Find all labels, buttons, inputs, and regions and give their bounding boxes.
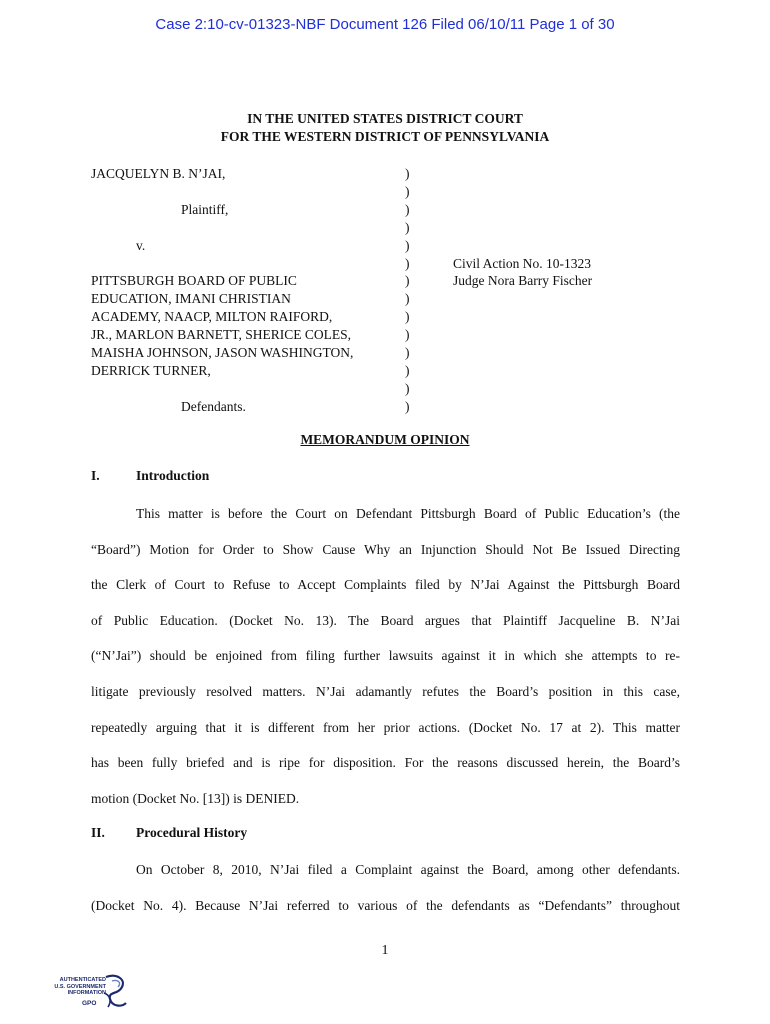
caption-parties xyxy=(91,165,391,415)
defendant-line: JR., MARLON BARNETT, SHERICE COLES, xyxy=(91,327,352,343)
paren: ) xyxy=(405,219,410,235)
text-line: motion (Docket No. [13]) is DENIED. xyxy=(91,790,300,806)
text-line: On October 8, 2010, N’Jai filed a Complaint against the Board, among other defendants. xyxy=(136,862,680,877)
section-number: I. xyxy=(91,468,100,483)
paren: ) xyxy=(405,327,410,343)
paren: ) xyxy=(405,183,410,199)
defendant-line: PITTSBURGH BOARD OF PUBLIC xyxy=(91,273,297,289)
memorandum-title: MEMORANDUM OPINION xyxy=(300,432,470,447)
gpo-logo-text: AUTHENTICATED U.S. GOVERNMENT INFORMATION xyxy=(54,977,106,996)
paren: ) xyxy=(405,255,410,271)
gpo-authenticated-logo xyxy=(44,973,134,1015)
text-line: of Public Education. (Docket No. 13). The Board argues that Plaintiff Jacqueline B. N’Jai xyxy=(91,612,680,628)
text-line: (“N’Jai”) should be enjoined from filing further lawsuits against it in which she attempts to re- xyxy=(91,648,680,664)
paren: ) xyxy=(405,398,410,414)
text-line: This matter is before the Court on Defendant Pittsburgh Board of Public Education’s (the xyxy=(136,506,680,521)
civil-action-number: Civil Action No. 10-1323 xyxy=(453,255,591,271)
defendant-line: EDUCATION, IMANI CHRISTIAN xyxy=(91,291,291,307)
text-line: the Clerk of Court to Refuse to Accept Complaints filed by N’Jai Against the Pittsburgh Board xyxy=(91,577,680,593)
defendant-line: ACADEMY, NAACP, MILTON RAIFORD, xyxy=(91,309,333,325)
text-line: litigate previously resolved matters. N’Jai adamantly refutes the Board’s position in this case, xyxy=(91,683,680,699)
paren: ) xyxy=(405,291,410,307)
plaintiff-role: Plaintiff, xyxy=(181,201,229,217)
case-info xyxy=(453,255,693,291)
paren: ) xyxy=(405,309,410,325)
text-line: has been fully briefed and is ripe for disposition. For the reasons discussed herein, the Board’s xyxy=(91,755,680,771)
paren: ) xyxy=(405,166,410,181)
defendants-role: Defendants. xyxy=(181,398,246,414)
text-line: repeatedly arguing that it is different from her prior actions. (Docket No. 17 at 2). This matter xyxy=(91,719,680,735)
eagle-icon xyxy=(100,973,130,1013)
defendant-line: DERRICK TURNER, xyxy=(91,362,211,378)
paren: ) xyxy=(405,362,410,378)
section-title: Procedural History xyxy=(136,825,248,840)
court-heading xyxy=(0,110,770,146)
section-number: II. xyxy=(91,825,105,840)
paren: ) xyxy=(405,273,410,289)
page-number: 1 xyxy=(381,943,389,958)
text-line: (Docket No. 4). Because N’Jai referred to various of the defendants as “Defendants” throughout xyxy=(91,897,680,913)
procedural-history-paragraph xyxy=(91,852,680,923)
introduction-paragraph xyxy=(91,496,680,816)
paren: ) xyxy=(405,380,410,396)
case-header-stamp: Case 2:10-cv-01323-NBF Document 126 Filed 06/10/11 Page 1 of 30 xyxy=(155,16,615,33)
section-heading-introduction xyxy=(91,468,209,484)
court-heading-line-2: FOR THE WESTERN DISTRICT OF PENNSYLVANIA xyxy=(220,129,550,144)
judge-name: Judge Nora Barry Fischer xyxy=(453,273,593,289)
caption-parentheses xyxy=(405,165,415,416)
gpo-mark-text: GPO xyxy=(82,1000,97,1007)
paren: ) xyxy=(405,201,410,217)
case-caption xyxy=(91,165,701,415)
section-heading-procedural-history xyxy=(91,825,247,841)
versus: v. xyxy=(136,237,146,253)
paren: ) xyxy=(405,237,410,253)
court-heading-line-1: IN THE UNITED STATES DISTRICT COURT xyxy=(247,111,523,126)
text-line: “Board”) Motion for Order to Show Cause Why an Injunction Should Not Be Issued Directing xyxy=(91,541,680,557)
plaintiff-name: JACQUELYN B. N’JAI, xyxy=(91,166,226,181)
defendant-line: MAISHA JOHNSON, JASON WASHINGTON, xyxy=(91,344,354,360)
section-title: Introduction xyxy=(136,468,210,483)
paren: ) xyxy=(405,345,410,361)
